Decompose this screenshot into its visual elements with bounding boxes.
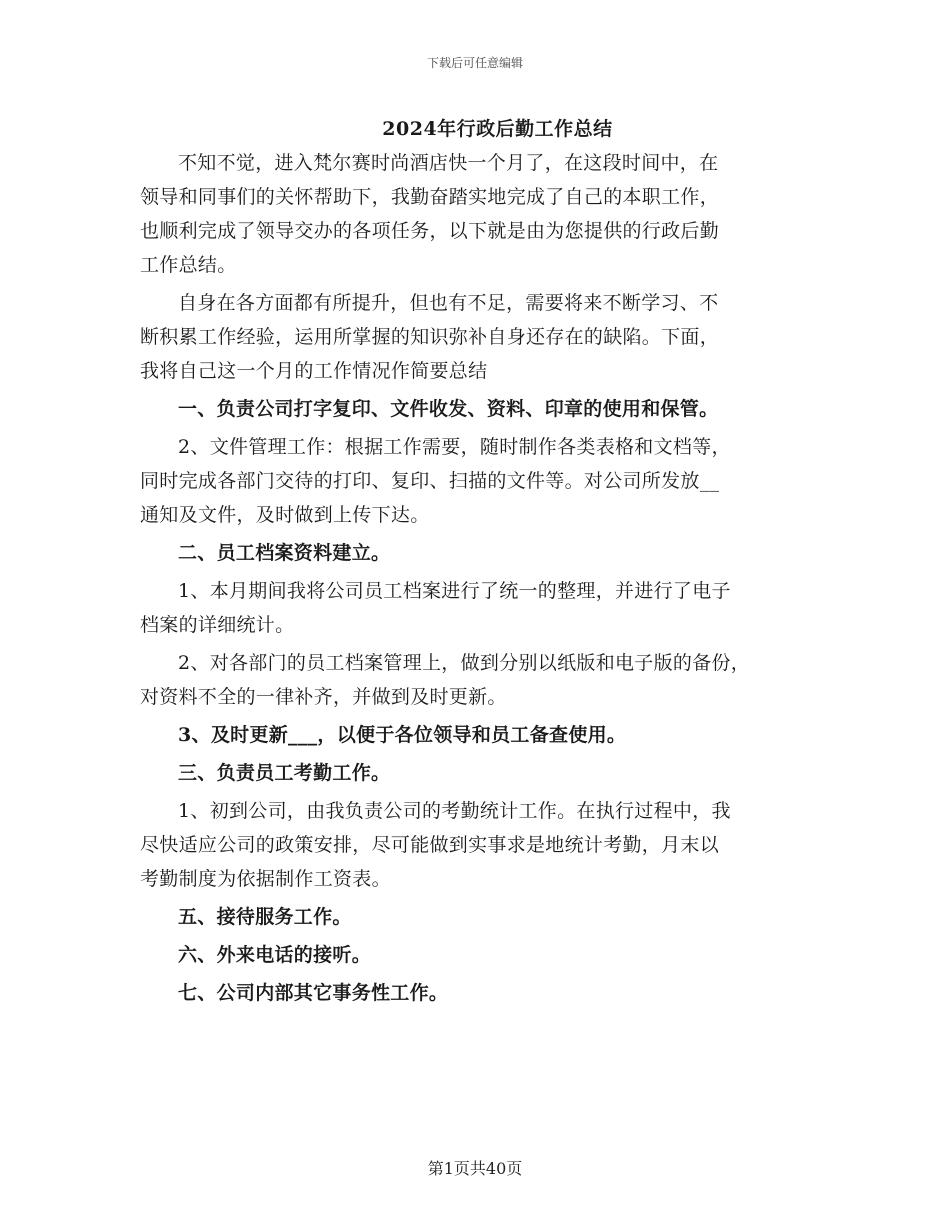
section-heading: 三、负责员工考勤工作。 [178, 762, 391, 784]
section-heading: 一、负责公司打字复印、文件收发、资料、印章的使用和保管。 [178, 398, 719, 420]
paragraph-line: 1、本月期间我将公司员工档案进行了统一的整理，并进行了电子 [178, 580, 731, 602]
page-footer: 第1页共40页 [427, 1159, 523, 1178]
section-heading: 七、公司内部其它事务性工作。 [178, 982, 449, 1004]
paragraph [140, 574, 820, 642]
paragraph-line: 也顺利完成了领导交办的各项任务，以下就是由为您提供的行政后勤 [140, 220, 720, 242]
paragraph-line: 2、对各部门的员工档案管理上，做到分别以纸版和电子版的备份， [178, 652, 751, 674]
paragraph-line: 尽快适应公司的政策安排，尽可能做到实事求是地统计考勤，月末以 [140, 834, 720, 856]
paragraph-line: 考勤制度为依据制作工资表。 [140, 868, 391, 890]
paragraph-line: 不知不觉，进入梵尔赛时尚酒店快一个月了，在这段时间中，在 [178, 152, 719, 174]
paragraph-line: 对资料不全的一律补齐，并做到及时更新。 [140, 686, 507, 708]
section-heading: 五、接待服务工作。 [178, 906, 352, 928]
paragraph-line: 1、初到公司，由我负责公司的考勤统计工作。在执行过程中，我 [178, 800, 731, 822]
paragraph-line: 工作总结。 [140, 254, 237, 276]
paragraph-line: 档案的详细统计。 [140, 614, 295, 636]
document-body [140, 146, 820, 1014]
section-heading: 3、及时更新___，以便于各位领导和员工备查使用。 [178, 724, 627, 746]
paragraph [140, 646, 820, 714]
paragraph-line: 自身在各方面都有所提升，但也有不足，需要将来不断学习、不 [178, 292, 719, 314]
paragraph-line: 同时完成各部门交待的打印、复印、扫描的文件等。对公司所发放__ [140, 470, 720, 492]
paragraph-line: 领导和同事们的关怀帮助下，我勤奋踏实地完成了自己的本职工作， [140, 186, 720, 208]
paragraph [140, 286, 820, 388]
paragraph-line: 我将自己这一个月的工作情况作简要总结 [140, 360, 488, 382]
document-title: 2024年行政后勤工作总结 [382, 118, 613, 140]
paragraph [140, 430, 820, 532]
paragraph [140, 146, 820, 282]
paragraph-line: 通知及文件，及时做到上传下达。 [140, 504, 430, 526]
section-heading: 六、外来电话的接听。 [178, 944, 372, 966]
paragraph-line: 断积累工作经验，运用所掌握的知识弥补自身还存在的缺陷。下面， [140, 326, 720, 348]
paragraph-line: 2、文件管理工作：根据工作需要，随时制作各类表格和文档等， [178, 436, 731, 458]
section-heading: 二、员工档案资料建立。 [178, 542, 391, 564]
paragraph [140, 794, 820, 896]
header-note: 下载后可任意编辑 [426, 56, 523, 70]
